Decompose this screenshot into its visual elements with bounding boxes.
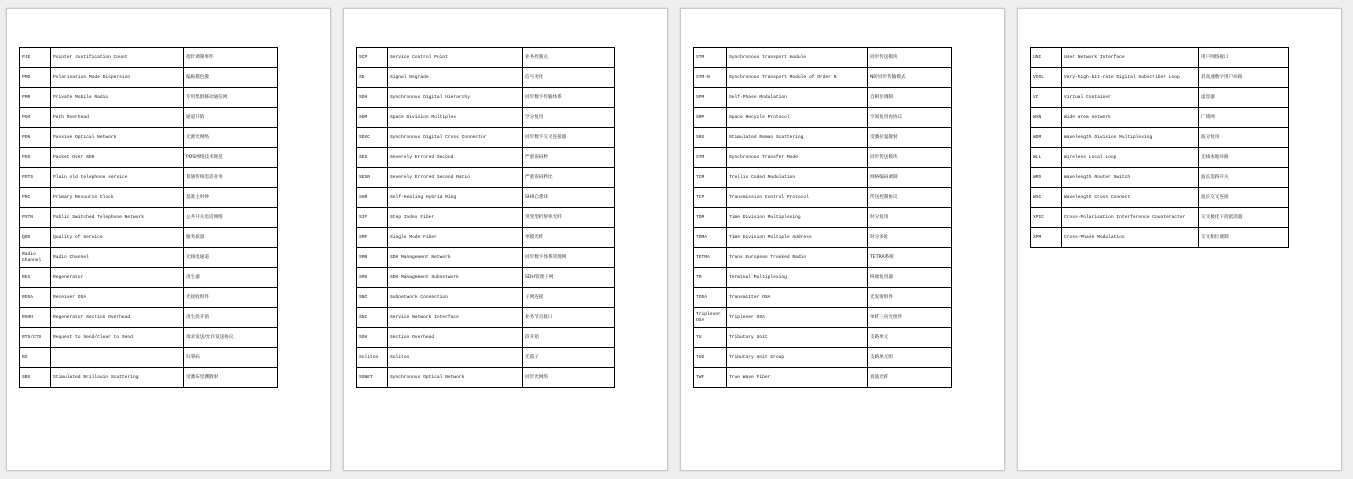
cell-english: Severely Errored Second	[388, 148, 523, 168]
cell-chinese: 虚容器	[1199, 88, 1289, 108]
cell-english: Private Mobile Radio	[51, 88, 184, 108]
table-row	[1031, 88, 1289, 108]
table-row	[357, 308, 615, 328]
cell-abbreviation: WDM	[1031, 128, 1062, 148]
table-row	[20, 88, 278, 108]
cell-english: Stimulated Brillouin Scattering	[51, 368, 184, 388]
cell-abbreviation: QOS	[20, 228, 51, 248]
cell-abbreviation: PON	[20, 128, 51, 148]
cell-abbreviation: TUG	[694, 348, 727, 368]
glossary-table-4	[1030, 47, 1289, 248]
cell-chinese: 无线电通道	[184, 248, 278, 268]
page-3	[680, 8, 1005, 471]
cell-chinese: 同步传送模块	[868, 148, 952, 168]
cell-english: Service Control Point	[388, 48, 523, 68]
cell-english: Wavelength Cross Connect	[1062, 188, 1199, 208]
cell-abbreviation: SCP	[357, 48, 388, 68]
table-row	[20, 248, 278, 268]
cell-chinese: POS网络技术规范	[184, 148, 278, 168]
cell-chinese: 时分复用	[868, 208, 952, 228]
table-row	[357, 228, 615, 248]
cell-abbreviation: PMR	[20, 88, 51, 108]
cell-chinese: 同步数字体系管理网	[523, 248, 615, 268]
cell-english: Space Division Multiplex	[388, 108, 523, 128]
cell-chinese: 光发射组件	[868, 288, 952, 308]
table-row	[20, 328, 278, 348]
cell-abbreviation: XPIC	[1031, 208, 1062, 228]
table-row	[1031, 108, 1289, 128]
cell-chinese: 同步数字传输体系	[523, 88, 615, 108]
cell-chinese: 支路单元组	[868, 348, 952, 368]
cell-abbreviation: TWF	[694, 368, 727, 388]
page-2-content	[356, 47, 655, 388]
cell-chinese: 交叉相位调制	[1199, 228, 1289, 248]
glossary-table-1	[19, 47, 278, 388]
cell-abbreviation: Triplexer OSA	[694, 308, 727, 328]
cell-english: Transmitter OSA	[727, 288, 868, 308]
cell-english: Wavelength Division Multiplexing	[1062, 128, 1199, 148]
cell-chinese: TETRA系统	[868, 248, 952, 268]
cell-english: Cross-Phase Modulation	[1062, 228, 1199, 248]
table-row	[1031, 228, 1289, 248]
cell-abbreviation: SDM	[357, 108, 388, 128]
table-row	[20, 48, 278, 68]
glossary-table-3	[693, 47, 952, 388]
table-row	[20, 188, 278, 208]
table-row	[694, 188, 952, 208]
cell-english: Trans European Trunked Radio	[727, 248, 868, 268]
cell-chinese: 业务节点接口	[523, 308, 615, 328]
cell-abbreviation: Soliton	[357, 348, 388, 368]
cell-english: Synchronous Digital Hierarchy	[388, 88, 523, 108]
cell-chinese: 再生段开销	[184, 308, 278, 328]
cell-chinese: 服务质量	[184, 228, 278, 248]
cell-abbreviation: POH	[20, 108, 51, 128]
table-row	[20, 268, 278, 288]
cell-english: Request to Send/Clear to Send	[51, 328, 184, 348]
cell-english: Path Overhead	[51, 108, 184, 128]
cell-english: Trellis Coded Modulation	[727, 168, 868, 188]
cell-english: Wide area network	[1062, 108, 1199, 128]
page-1-content	[19, 47, 318, 388]
cell-abbreviation: TM	[694, 268, 727, 288]
cell-abbreviation: POS	[20, 148, 51, 168]
cell-english: Self-Phase Modulation	[727, 88, 868, 108]
table-row	[694, 248, 952, 268]
table-row	[357, 48, 615, 68]
cell-chinese: 单纤三向光组件	[868, 308, 952, 328]
cell-chinese: 严重误码秒比	[523, 168, 615, 188]
table-row	[20, 308, 278, 328]
cell-english: Radio Channel	[51, 248, 184, 268]
page-2	[343, 8, 668, 471]
table-row	[20, 68, 278, 88]
cell-english: Pointer Justification Count	[51, 48, 184, 68]
table-row	[357, 108, 615, 128]
cell-chinese: 空分复用	[523, 108, 615, 128]
cell-abbreviation: RES	[20, 268, 51, 288]
cell-english: Severely Errored Second Ratio	[388, 168, 523, 188]
cell-abbreviation: SRP	[694, 108, 727, 128]
cell-abbreviation: WRS	[1031, 168, 1062, 188]
cell-chinese: SHR自愈环	[523, 188, 615, 208]
table-row	[694, 328, 952, 348]
cell-english: Regenerator Section Overhead	[51, 308, 184, 328]
cell-english: Step Index Fiber	[388, 208, 523, 228]
cell-chinese: 波长选路开关	[1199, 168, 1289, 188]
table-row	[694, 88, 952, 108]
table-row	[20, 348, 278, 368]
cell-abbreviation: WAN	[1031, 108, 1062, 128]
cell-abbreviation: SONET	[357, 368, 388, 388]
table-row	[694, 128, 952, 148]
cell-chinese: 公共开关电话网络	[184, 208, 278, 228]
cell-chinese: 同步数字交叉连接器	[523, 128, 615, 148]
cell-chinese: 传送控制协议	[868, 188, 952, 208]
cell-abbreviation: STM	[694, 48, 727, 68]
cell-abbreviation: SNI	[357, 308, 388, 328]
cell-chinese: 网格编码调制	[868, 168, 952, 188]
table-row	[1031, 148, 1289, 168]
cell-english: Cross-Polarisation Interference Counteracter	[1062, 208, 1199, 228]
table-row	[694, 228, 952, 248]
cell-english: Synchronous Transport Module of Order N	[727, 68, 868, 88]
cell-abbreviation: STM-N	[694, 68, 727, 88]
cell-english: Wavelength Router Switch	[1062, 168, 1199, 188]
cell-english: Subnetwork Connection	[388, 288, 523, 308]
cell-chinese: 指针调制事件	[184, 48, 278, 68]
cell-chinese: 交叉极化干扰抵消器	[1199, 208, 1289, 228]
cell-chinese: 自相位调制	[868, 88, 952, 108]
cell-chinese: 真波光纤	[868, 368, 952, 388]
table-row	[20, 148, 278, 168]
cell-chinese: 波分复用	[1199, 128, 1289, 148]
cell-abbreviation: TDM	[694, 208, 727, 228]
cell-chinese: 时分多址	[868, 228, 952, 248]
cell-english: Plain old telephone service	[51, 168, 184, 188]
cell-english: Polarisation Mode Dispersion	[51, 68, 184, 88]
table-row	[20, 108, 278, 128]
cell-english: Primary Resource Clock	[51, 188, 184, 208]
cell-chinese: 突变型折射率光纤	[523, 208, 615, 228]
cell-chinese: 请求发送/允许发送协议	[184, 328, 278, 348]
page-4-content	[1030, 47, 1329, 248]
table-row	[357, 368, 615, 388]
table-row	[694, 108, 952, 128]
cell-english: Synchronous transport module	[727, 48, 868, 68]
table-row	[20, 208, 278, 228]
cell-chinese: 子网连接	[523, 288, 615, 308]
cell-english: Tributary Unit Group	[727, 348, 868, 368]
cell-english: Synchronous Optical Network	[388, 368, 523, 388]
cell-chinese: 归零码	[184, 348, 278, 368]
cell-abbreviation: TCP	[694, 188, 727, 208]
cell-abbreviation: TDMA	[694, 228, 727, 248]
cell-chinese: 同步传送模块	[868, 48, 952, 68]
cell-abbreviation: SESR	[357, 168, 388, 188]
cell-english: Terminal Multiplexing	[727, 268, 868, 288]
cell-chinese: 光接收组件	[184, 288, 278, 308]
cell-abbreviation: STM	[694, 148, 727, 168]
cell-english: Virtual Container	[1062, 88, 1199, 108]
cell-abbreviation: PJE	[20, 48, 51, 68]
cell-chinese: 受激布里渊散射	[184, 368, 278, 388]
table-row	[694, 48, 952, 68]
cell-english: Self-Healing Hybrid Ring	[388, 188, 523, 208]
cell-english: Soliton	[388, 348, 523, 368]
cell-english: Triplexer OSA	[727, 308, 868, 328]
table-row	[357, 268, 615, 288]
cell-chinese: 支路单元	[868, 328, 952, 348]
cell-abbreviation: SPM	[694, 88, 727, 108]
table-row	[357, 248, 615, 268]
cell-abbreviation: SES	[357, 148, 388, 168]
cell-abbreviation: SRS	[694, 128, 727, 148]
table-row	[1031, 68, 1289, 88]
cell-chinese: 再生器	[184, 268, 278, 288]
table-row	[357, 348, 615, 368]
cell-chinese: 信号劣化	[523, 68, 615, 88]
cell-abbreviation: TU	[694, 328, 727, 348]
cell-chinese: SDH管理子网	[523, 268, 615, 288]
cell-english: Receiver OSA	[51, 288, 184, 308]
cell-abbreviation: PMD	[20, 68, 51, 88]
table-body-3	[694, 48, 952, 388]
cell-english: Passive Optical Network	[51, 128, 184, 148]
cell-abbreviation: RZ	[20, 348, 51, 368]
cell-english: Quality of Service	[51, 228, 184, 248]
page-4	[1017, 8, 1342, 471]
table-row	[20, 368, 278, 388]
cell-english: SDH Management Network	[388, 248, 523, 268]
cell-abbreviation: VC	[1031, 88, 1062, 108]
cell-english: Stimulated Raman Scattering	[727, 128, 868, 148]
table-row	[1031, 128, 1289, 148]
cell-abbreviation: PRC	[20, 188, 51, 208]
table-row	[20, 288, 278, 308]
cell-abbreviation: TETRA	[694, 248, 727, 268]
table-row	[357, 168, 615, 188]
cell-english: Public Switched Telephone Network	[51, 208, 184, 228]
cell-english	[51, 348, 184, 368]
cell-english: Time Division Multiple Address	[727, 228, 868, 248]
table-row	[694, 168, 952, 188]
cell-chinese: 波长交叉连接	[1199, 188, 1289, 208]
table-row	[694, 208, 952, 228]
cell-chinese: 空间复用再协议	[868, 108, 952, 128]
table-row	[694, 68, 952, 88]
cell-chinese: 专用集群移动通信网	[184, 88, 278, 108]
cell-english: Tributary Unit	[727, 328, 868, 348]
cell-english: Very-high-bit-rate Digital Subscriber Loop	[1062, 68, 1199, 88]
cell-english: User Network Interface	[1062, 48, 1199, 68]
table-row	[357, 128, 615, 148]
cell-abbreviation: SD	[357, 68, 388, 88]
cell-abbreviation: PSTN	[20, 208, 51, 228]
glossary-table-2	[356, 47, 615, 388]
table-row	[357, 188, 615, 208]
cell-english: Space Recycle Protocol	[727, 108, 868, 128]
cell-abbreviation: POTS	[20, 168, 51, 188]
table-row	[694, 348, 952, 368]
cell-english: Section Overhead	[388, 328, 523, 348]
table-row	[694, 148, 952, 168]
table-row	[357, 88, 615, 108]
table-row	[1031, 188, 1289, 208]
cell-chinese: 严重误码秒	[523, 148, 615, 168]
cell-chinese: 段开销	[523, 328, 615, 348]
cell-chinese: 基准主时钟	[184, 188, 278, 208]
cell-abbreviation: TOSA	[694, 288, 727, 308]
table-row	[357, 288, 615, 308]
table-body-2	[357, 48, 615, 388]
table-row	[357, 328, 615, 348]
cell-chinese: 广域网	[1199, 108, 1289, 128]
cell-abbreviation: VDSL	[1031, 68, 1062, 88]
cell-abbreviation: UNI	[1031, 48, 1062, 68]
cell-chinese: 单模光纤	[523, 228, 615, 248]
cell-abbreviation: SMN	[357, 248, 388, 268]
cell-english: Wireless Local Loop	[1062, 148, 1199, 168]
table-row	[357, 68, 615, 88]
page-3-content	[693, 47, 992, 388]
cell-english: Signal Degrade	[388, 68, 523, 88]
cell-abbreviation: SIF	[357, 208, 388, 228]
cell-chinese: 无源光网络	[184, 128, 278, 148]
cell-abbreviation: SOH	[357, 328, 388, 348]
cell-chinese: 受激拉曼散射	[868, 128, 952, 148]
cell-abbreviation: Radio Channel	[20, 248, 51, 268]
cell-chinese: 偏振模色散	[184, 68, 278, 88]
cell-chinese: 光孤子	[523, 348, 615, 368]
cell-english: Transmission Control Protocol	[727, 188, 868, 208]
cell-chinese: 甚高速数字用户环路	[1199, 68, 1289, 88]
cell-chinese: 无线本地环路	[1199, 148, 1289, 168]
cell-abbreviation: RSOH	[20, 308, 51, 328]
cell-chinese: 终端复用器	[868, 268, 952, 288]
cell-chinese: N阶同步传输模式	[868, 68, 952, 88]
cell-english: Single Mode Fiber	[388, 228, 523, 248]
table-row	[694, 308, 952, 328]
cell-abbreviation: SMF	[357, 228, 388, 248]
cell-abbreviation: SBS	[20, 368, 51, 388]
cell-chinese: 业务控制点	[523, 48, 615, 68]
table-body-1	[20, 48, 278, 388]
cell-english: SDH Management Subnetwork	[388, 268, 523, 288]
cell-abbreviation: TCM	[694, 168, 727, 188]
table-row	[1031, 168, 1289, 188]
cell-chinese: 同步光网络	[523, 368, 615, 388]
table-row	[20, 228, 278, 248]
table-row	[1031, 48, 1289, 68]
cell-abbreviation: SNC	[357, 288, 388, 308]
cell-english: True Wave Fiber	[727, 368, 868, 388]
cell-english: Service Network Interface	[388, 308, 523, 328]
table-row	[20, 168, 278, 188]
cell-abbreviation: SMS	[357, 268, 388, 288]
cell-abbreviation: XPM	[1031, 228, 1062, 248]
cell-english: Time Division Multiplexing	[727, 208, 868, 228]
cell-english: Regenerator	[51, 268, 184, 288]
cell-abbreviation: RTS/CTS	[20, 328, 51, 348]
cell-abbreviation: WLL	[1031, 148, 1062, 168]
table-row	[694, 288, 952, 308]
cell-english: Packet Over SDH	[51, 148, 184, 168]
cell-chinese: 普通传统电话业务	[184, 168, 278, 188]
cell-abbreviation: SHR	[357, 188, 388, 208]
cell-chinese: 通道开销	[184, 108, 278, 128]
cell-abbreviation: WXC	[1031, 188, 1062, 208]
cell-chinese: 用户网络接口	[1199, 48, 1289, 68]
table-body-4	[1031, 48, 1289, 248]
cell-abbreviation: SDH	[357, 88, 388, 108]
cell-english: Synchronous Transfer Mode	[727, 148, 868, 168]
cell-abbreviation: SDXC	[357, 128, 388, 148]
table-row	[1031, 208, 1289, 228]
table-row	[357, 148, 615, 168]
page-1	[6, 8, 331, 471]
table-row	[20, 128, 278, 148]
table-row	[357, 208, 615, 228]
cell-english: Synchronous Digital Cross Connector	[388, 128, 523, 148]
cell-abbreviation: ROSA	[20, 288, 51, 308]
table-row	[694, 268, 952, 288]
table-row	[694, 368, 952, 388]
